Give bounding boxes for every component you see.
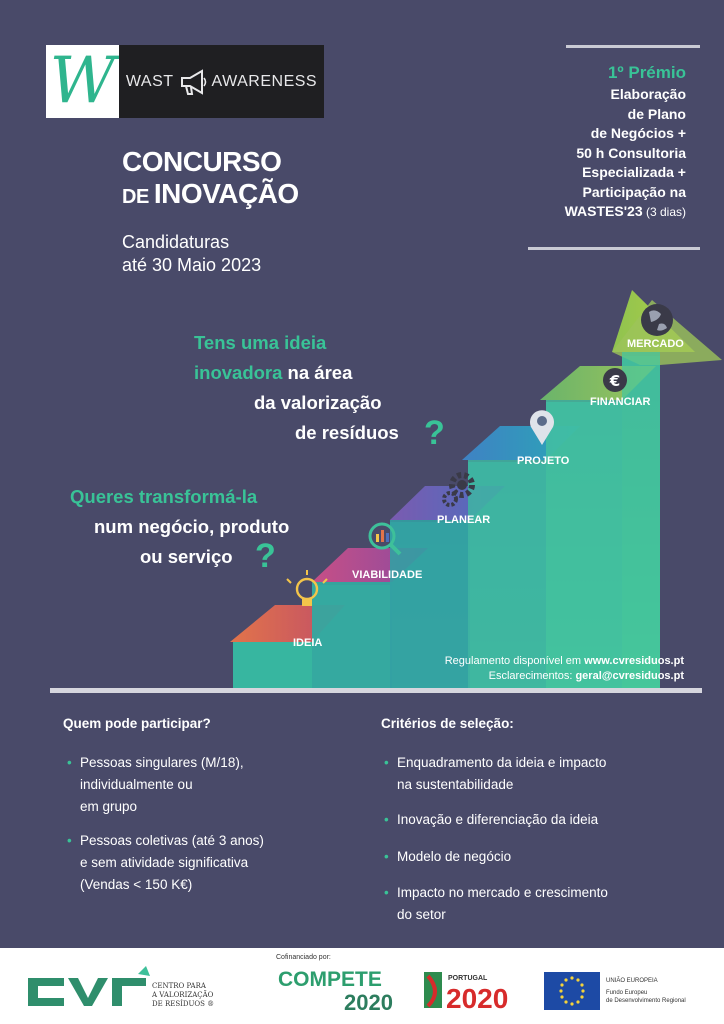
logo-letter: W — [49, 44, 116, 118]
logo-mark — [46, 45, 119, 118]
regulation-line — [445, 655, 684, 667]
email-link[interactable]: geral@cvresiduos.pt — [575, 670, 684, 682]
deadline-line-1: Candidaturas — [122, 232, 230, 252]
bullet-dot: • — [384, 885, 389, 900]
who-item-line: individualmente ou — [80, 777, 193, 792]
criteria-item-line: Enquadramento da ideia e impacto — [397, 755, 607, 770]
eu-text-3: de Desenvolvimento Regional — [606, 998, 686, 1004]
portugal-text: PORTUGAL — [448, 975, 488, 982]
wasteawareness-logo — [46, 45, 324, 118]
portugal-2020-logo — [420, 966, 535, 1022]
question1-na-area: na área — [282, 362, 353, 383]
prize-line: Elaboração — [610, 86, 686, 102]
bullet-dot: • — [67, 755, 72, 770]
footer-logos — [0, 948, 724, 1024]
prize-line: de Negócios + — [590, 125, 686, 141]
portugal-year: 2020 — [446, 983, 509, 1014]
bullet-dot: • — [384, 812, 389, 827]
who-item — [67, 830, 264, 896]
prize-box — [486, 62, 686, 223]
criteria-item-line: Modelo de negócio — [397, 849, 512, 864]
contact-line — [489, 670, 684, 682]
cvr-logo — [28, 956, 238, 1016]
cvr-text-1: CENTRO PARA — [152, 982, 206, 990]
eu-flag-logo — [544, 970, 714, 1020]
step-financiar: FINANCIAR — [590, 396, 651, 408]
question1-line-4: de resíduos — [295, 422, 399, 443]
criteria-item-line: do setor — [397, 907, 446, 922]
who-item-line: em grupo — [80, 799, 138, 814]
bullet-dot: • — [384, 755, 389, 770]
compete-2020-logo — [276, 964, 406, 1020]
who-title: Quem pode participar? — [63, 716, 211, 731]
question2-line-2: num negócio, produto — [94, 516, 290, 537]
euro-icon — [603, 368, 627, 392]
prize-line: 50 h Consultoria — [576, 144, 686, 161]
criteria-item-line: Inovação e diferenciação da ideia — [397, 812, 599, 827]
regulation-label: Regulamento disponível em — [444, 655, 585, 667]
criteria-item-line: na sustentabilidade — [397, 777, 514, 792]
who-item-line: Pessoas coletivas (até 3 anos) — [80, 833, 264, 848]
website-link[interactable]: www.cvresiduos.pt — [584, 655, 684, 667]
compete-year: 2020 — [344, 990, 393, 1015]
logo-brand-left: WAST — [125, 72, 174, 90]
question2-line-1: Queres transformá-la — [70, 486, 258, 507]
prize-line: Participação na — [582, 183, 686, 200]
step-mercado: MERCADO — [627, 338, 684, 350]
megaphone-icon — [178, 68, 208, 96]
deadline-line-2: até 30 Maio 2023 — [122, 255, 262, 275]
logo-wordmark — [119, 45, 324, 118]
title-rest: ONCURSO — [141, 146, 282, 177]
criteria-item-line: Impacto no mercado e crescimento — [397, 885, 608, 900]
eu-text-1: UNIÃO EUROPEIA — [606, 978, 658, 984]
title-line-2 — [122, 178, 299, 210]
criteria-title: Critérios de seleção: — [381, 716, 514, 731]
prize-top-rule — [566, 45, 700, 48]
cvr-text-2: A VALORIZAÇÃO — [152, 991, 214, 999]
question2-mark: ? — [255, 537, 276, 575]
logo-brand-right: AWARENESS — [211, 72, 318, 90]
step-planear: PLANEAR — [437, 514, 491, 526]
who-item-line: Pessoas singulares (M/18), — [80, 755, 244, 770]
question2-line-3: ou serviço — [140, 546, 233, 567]
who-item-line: e sem atividade significativa — [80, 855, 249, 870]
question1-line-1: Tens uma ideia — [194, 332, 327, 353]
question1-mark: ? — [424, 414, 445, 452]
cvr-text-3: DE RESÍDUOS ® — [152, 1000, 215, 1008]
bullet-dot: • — [384, 849, 389, 864]
compete-text: COMPETE — [278, 968, 382, 991]
step-viabilidade: VIABILIDADE — [352, 569, 423, 581]
who-item-line: (Vendas < 150 K€) — [80, 877, 193, 892]
prize-line: Especializada + — [582, 164, 686, 180]
prize-duration: (3 dias) — [642, 205, 686, 219]
title-initial: C — [122, 146, 142, 177]
criteria-item — [384, 846, 512, 868]
title-line-1 — [122, 146, 281, 178]
prize-line: de Plano — [627, 105, 686, 122]
globe-icon — [641, 304, 673, 336]
cofinanced-label: Cofinanciado por: — [276, 954, 331, 961]
title-inovacao: INOVAÇÃO — [153, 178, 299, 209]
section-divider — [50, 688, 702, 693]
step-ideia: IDEIA — [293, 637, 323, 649]
criteria-item — [384, 882, 608, 926]
svg-text:€: € — [609, 372, 621, 390]
who-item — [67, 752, 244, 818]
bullet-dot: • — [67, 833, 72, 848]
prize-event: WASTES'23 — [564, 203, 643, 219]
eu-text-2: Fundo Europeu — [606, 990, 648, 996]
prize-line-last — [486, 202, 686, 223]
question1-inovadora: inovadora — [194, 362, 283, 383]
contact-label: Esclarecimentos: — [488, 670, 576, 682]
criteria-item — [384, 809, 599, 831]
step-projeto: PROJETO — [517, 455, 570, 467]
prize-bottom-rule — [528, 247, 700, 250]
question1-line-3: da valorização — [254, 392, 382, 413]
criteria-item — [384, 752, 607, 796]
prize-heading: 1º Prémio — [607, 63, 686, 82]
title-de: DE — [122, 186, 154, 208]
question1-line-2 — [194, 362, 352, 384]
